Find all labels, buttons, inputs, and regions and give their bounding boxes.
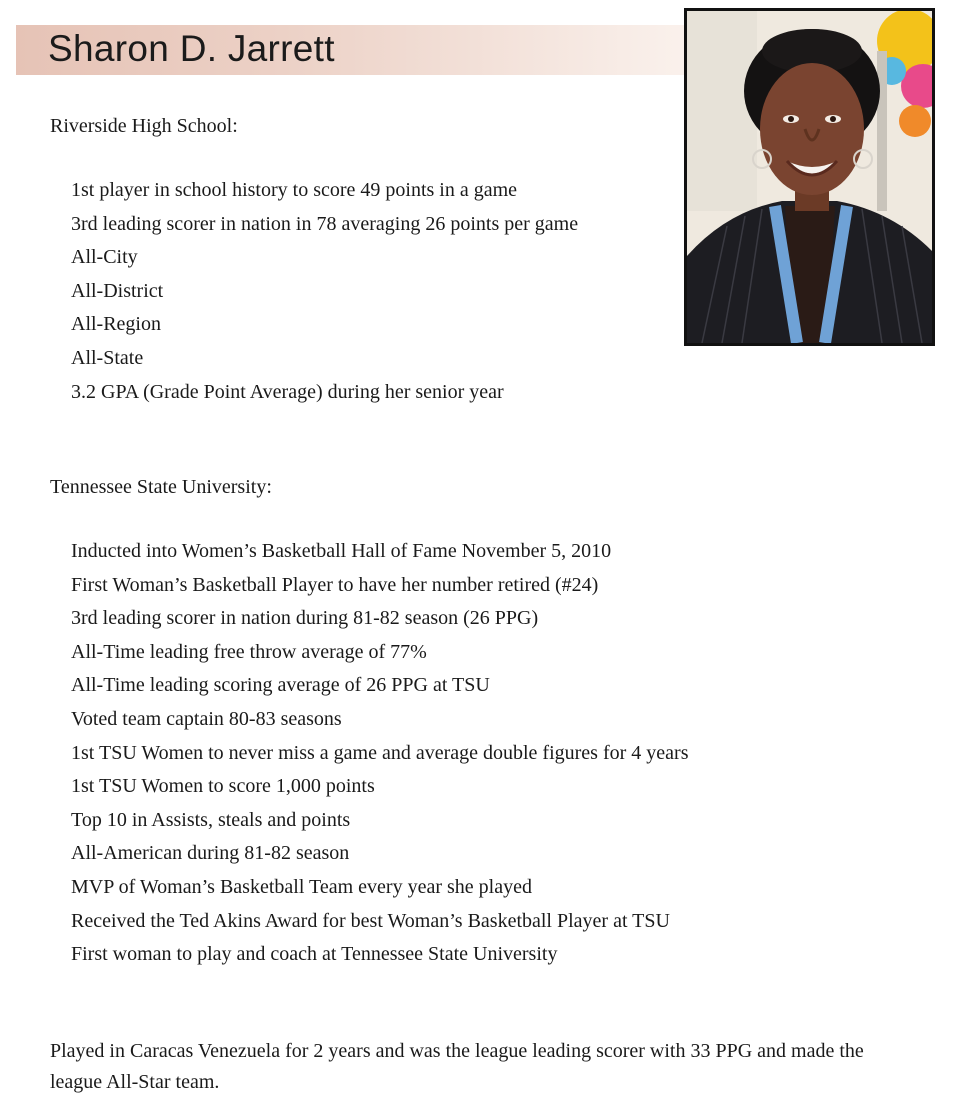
- title-banner: [16, 25, 685, 75]
- list-item: All-American during 81-82 season: [71, 842, 350, 865]
- list-item: All-Time leading free throw average of 77%: [71, 640, 427, 663]
- list-item: Top 10 in Assists, steals and points: [71, 808, 351, 831]
- list-item: 3rd leading scorer in nation in 78 averaging 26 points per game: [71, 212, 579, 235]
- portrait-photo: [684, 8, 935, 346]
- list-item: Inducted into Women’s Basketball Hall of Fame November 5, 2010: [71, 540, 612, 562]
- page-title: Sharon D. Jarrett: [48, 28, 335, 69]
- list-item: 3.2 GPA (Grade Point Average) during her senior year: [71, 380, 504, 403]
- section-heading-tsu: Tennessee State University:: [50, 476, 272, 498]
- closing-paragraph: Played in Caracas Venezuela for 2 years and was the league leading scorer with 33 PPG and made the league All-Star team.: [50, 1040, 864, 1093]
- list-item: All-District: [71, 279, 164, 302]
- list-item: All-Region: [71, 313, 161, 336]
- list-item: 1st player in school history to score 49 points in a game: [71, 179, 518, 201]
- list-item: First woman to play and coach at Tennessee State University: [71, 943, 558, 966]
- list-item: 1st TSU Women to score 1,000 points: [71, 775, 375, 798]
- list-item: Voted team captain 80-83 seasons: [71, 707, 342, 730]
- list-item: All-City: [71, 246, 138, 269]
- list-item: Received the Ted Akins Award for best Woman’s Basketball Player at TSU: [71, 909, 670, 932]
- list-item: MVP of Woman’s Basketball Team every year she played: [71, 875, 532, 898]
- list-item: First Woman’s Basketball Player to have her number retired (#24): [71, 573, 599, 596]
- list-item: All-State: [71, 346, 144, 369]
- list-item: 1st TSU Women to never miss a game and average double figures for 4 years: [71, 741, 689, 764]
- tsu-achievements-list: [71, 535, 688, 972]
- section-heading-riverside: Riverside High School:: [50, 115, 238, 137]
- list-item: 3rd leading scorer in nation during 81-82 season (26 PPG): [71, 607, 539, 630]
- riverside-achievements-list: [71, 174, 578, 409]
- list-item: All-Time leading scoring average of 26 PPG at TSU: [71, 674, 490, 697]
